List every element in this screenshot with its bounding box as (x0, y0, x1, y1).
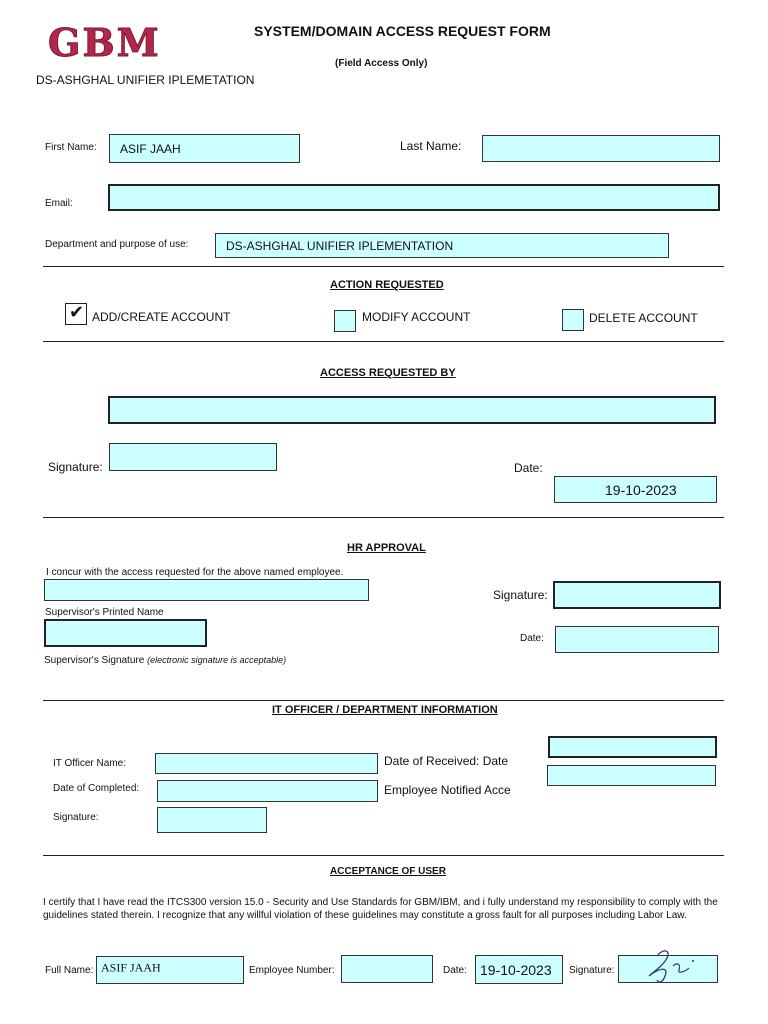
form-title-note: (Field Access Only) (335, 58, 428, 69)
acceptance-heading: ACCEPTANCE OF USER (330, 866, 446, 877)
requester-name-field[interactable] (108, 396, 716, 424)
divider (43, 266, 724, 267)
employee-notified-field[interactable] (547, 765, 716, 786)
full-name-label: Full Name: (45, 965, 94, 976)
first-name-value: ASIF JAAH (120, 141, 181, 156)
form-title: SYSTEM/DOMAIN ACCESS REQUEST FORM (254, 23, 551, 39)
divider (43, 341, 724, 342)
divider (43, 855, 724, 856)
supervisor-printed-name-label: Supervisor's Printed Name (45, 607, 164, 618)
supervisor-printed-name-field[interactable] (44, 579, 369, 601)
hr-date-label: Date: (520, 633, 544, 644)
project-subtitle: DS-ASHGHAL UNIFIER IPLEMETATION (36, 73, 255, 87)
hr-signature-field[interactable] (553, 581, 721, 609)
supervisor-signature-field[interactable] (44, 619, 207, 647)
it-signature-field[interactable] (157, 807, 267, 833)
requester-signature-label: Signature: (48, 460, 103, 474)
access-requested-by-heading: ACCESS REQUESTED BY (320, 367, 456, 379)
last-name-label: Last Name: (400, 139, 462, 153)
checkmark-icon: ✔ (69, 302, 85, 322)
department-label: Department and purpose of use: (45, 239, 189, 250)
department-field[interactable] (215, 233, 669, 258)
supervisor-signature-caption (44, 655, 286, 666)
it-officer-heading: IT OFFICER / DEPARTMENT INFORMATION (272, 704, 498, 716)
hr-approval-heading: HR APPROVAL (347, 542, 426, 554)
full-name-field[interactable] (96, 956, 244, 984)
acceptance-date-label: Date: (443, 965, 467, 976)
hr-signature-label: Signature: (493, 588, 548, 602)
hr-concur-text: I concur with the access requested for the above named employee. (46, 567, 344, 578)
acceptance-signature-field[interactable] (618, 955, 718, 983)
date-completed-label: Date of Completed: (53, 783, 140, 794)
email-field[interactable] (108, 184, 720, 211)
add-account-checkbox[interactable] (65, 303, 87, 325)
employee-number-field[interactable] (341, 955, 433, 983)
it-signature-label: Signature: (53, 812, 99, 823)
divider (43, 517, 724, 518)
date-completed-field[interactable] (157, 780, 378, 802)
date-received-label: Date of Received: Date (384, 754, 509, 768)
acceptance-date-field[interactable] (475, 955, 563, 984)
employee-notified-label: Employee Notified Acce (384, 783, 511, 797)
requester-signature-field[interactable] (109, 443, 277, 471)
divider (43, 700, 724, 701)
requester-date-value: 19-10-2023 (605, 481, 677, 498)
acceptance-date-value: 19-10-2023 (480, 961, 552, 978)
department-value: DS-ASHGHAL UNIFIER IPLEMENTATION (226, 238, 454, 253)
employee-number-label: Employee Number: (249, 965, 335, 976)
delete-account-label: DELETE ACCOUNT (589, 311, 698, 325)
it-officer-name-field[interactable] (155, 753, 378, 774)
delete-account-checkbox[interactable] (562, 309, 584, 331)
modify-account-label: MODIFY ACCOUNT (362, 310, 471, 324)
it-officer-name-label: IT Officer Name: (53, 758, 126, 769)
requester-date-label: Date: (514, 461, 543, 475)
last-name-field[interactable] (482, 135, 720, 162)
modify-account-checkbox[interactable] (334, 310, 356, 332)
acceptance-paragraph: I certify that I have read the ITCS300 version 15.0 - Security and Use Standards for GBM/IBM, and i fully understand my responsibility to comply with the guidelines stated therein. I recognize that any willful violation of these guidelines may constitute a gross fault for all purposes including Labor Law. (43, 897, 718, 921)
full-name-value: ASIF JAAH (101, 960, 161, 975)
gbm-logo: GBM (48, 20, 161, 65)
action-requested-heading: ACTION REQUESTED (330, 279, 444, 291)
date-received-field[interactable] (548, 736, 717, 758)
add-account-label: ADD/CREATE ACCOUNT (92, 310, 231, 324)
requester-date-field[interactable] (554, 476, 717, 503)
email-label: Email: (45, 198, 73, 209)
handwritten-signature (619, 946, 719, 986)
supervisor-signature-note: (electronic signature is acceptable) (147, 655, 287, 665)
first-name-field[interactable] (109, 134, 300, 163)
supervisor-signature-caption-text: Supervisor's Signature (44, 655, 145, 666)
hr-date-field[interactable] (555, 626, 719, 653)
acceptance-signature-label: Signature: (569, 965, 615, 976)
first-name-label: First Name: (45, 142, 97, 153)
